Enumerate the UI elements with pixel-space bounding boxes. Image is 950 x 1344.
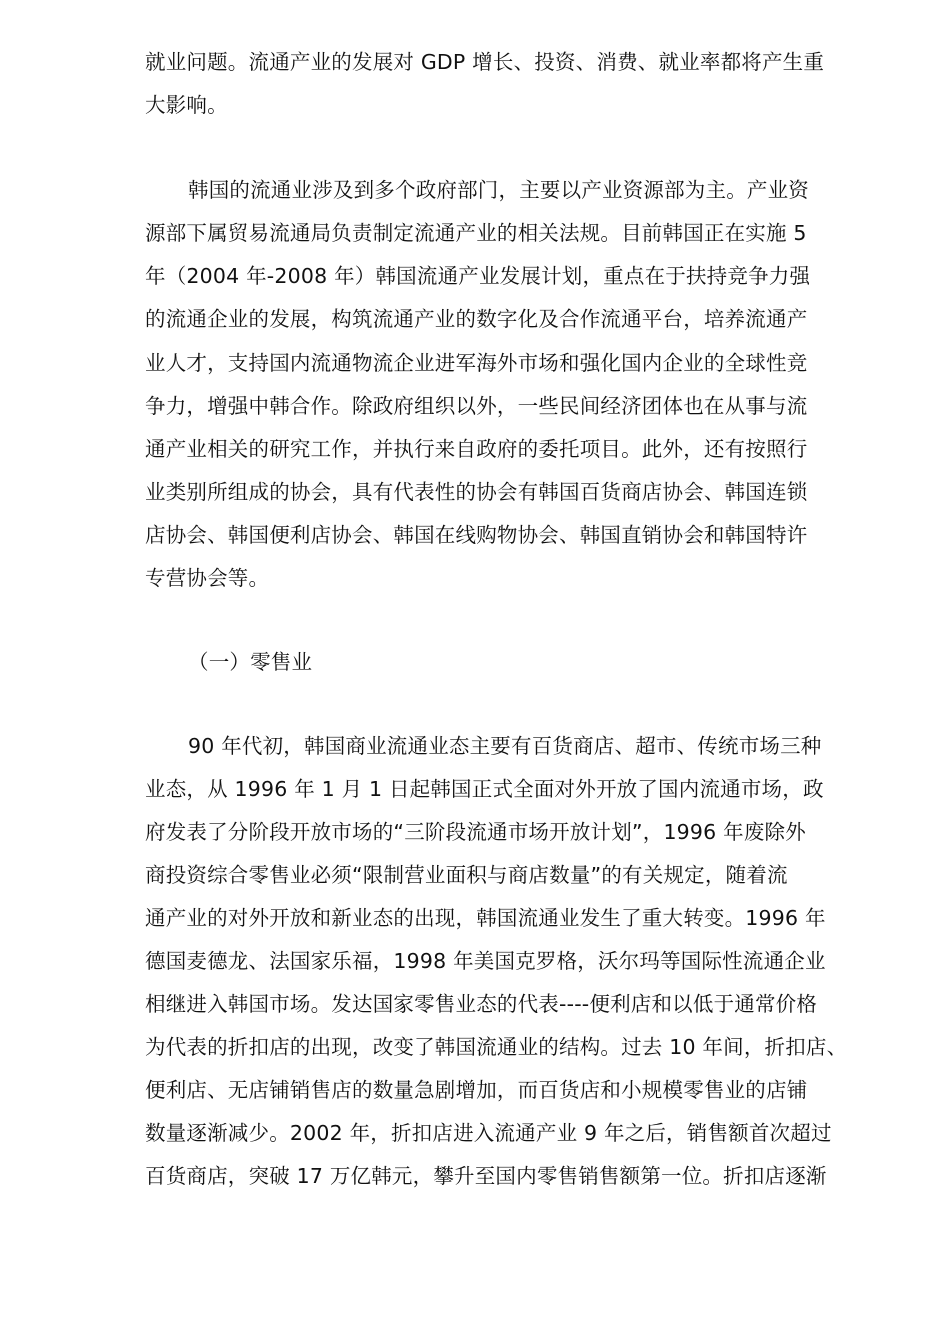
paragraph-retail-line-3: 府发表了分阶段开放市场的“三阶段流通市场开放计划”，1996 年废除外 xyxy=(145,820,806,844)
paragraph-govt-line-1: 韩国的流通业涉及到多个政府部门，主要以产业资源部为主。产业资 xyxy=(188,178,809,202)
paragraph-govt-line-10: 专营协会等。 xyxy=(145,566,270,590)
paragraph-retail-line-1: 90 年代初，韩国商业流通业态主要有百货商店、超市、传统市场三种 xyxy=(188,734,822,758)
paragraph-retail-line-5: 通产业的对外开放和新业态的出现，韩国流通业发生了重大转变。1996 年 xyxy=(145,906,826,930)
paragraph-govt-line-5: 业人才，支持国内流通物流企业进军海外市场和强化国内企业的全球性竞 xyxy=(145,351,808,375)
paragraph-intro-line-1: 就业问题。流通产业的发展对 GDP 增长、投资、消费、就业率都将产生重 xyxy=(145,50,825,74)
paragraph-retail-line-8: 为代表的折扣店的出现，改变了韩国流通业的结构。过去 10 年间，折扣店、 xyxy=(145,1035,848,1059)
paragraph-retail-line-6: 德国麦德龙、法国家乐福，1998 年美国克罗格，沃尔玛等国际性流通企业 xyxy=(145,949,826,973)
paragraph-retail-line-11: 百货商店，突破 17 万亿韩元，攀升至国内零售销售额第一位。折扣店逐渐 xyxy=(145,1164,827,1188)
paragraph-govt-line-9: 店协会、韩国便利店协会、韩国在线购物协会、韩国直销协会和韩国特许 xyxy=(145,523,808,547)
paragraph-intro-line-2: 大影响。 xyxy=(145,93,228,117)
paragraph-govt-line-2: 源部下属贸易流通局负责制定流通产业的相关法规。目前韩国正在实施 5 xyxy=(145,221,807,245)
paragraph-govt-line-4: 的流通企业的发展，构筑流通产业的数字化及合作流通平台，培养流通产 xyxy=(145,307,808,331)
paragraph-retail-line-4: 商投资综合零售业必须“限制营业面积与商店数量”的有关规定，随着流 xyxy=(145,863,788,887)
paragraph-govt-line-6: 争力，增强中韩合作。除政府组织以外，一些民间经济团体也在从事与流 xyxy=(145,394,808,418)
paragraph-retail-line-2: 业态，从 1996 年 1 月 1 日起韩国正式全面对外开放了国内流通市场，政 xyxy=(145,777,824,801)
paragraph-govt-line-8: 业类别所组成的协会，具有代表性的协会有韩国百货商店协会、韩国连锁 xyxy=(145,480,808,504)
paragraph-retail-line-7: 相继进入韩国市场。发达国家零售业态的代表----便利店和以低于通常价格 xyxy=(145,992,818,1016)
section-heading: （一）零售业 xyxy=(188,650,313,674)
paragraph-retail-line-10: 数量逐渐减少。2002 年，折扣店进入流通产业 9 年之后，销售额首次超过 xyxy=(145,1121,832,1145)
paragraph-retail-line-9: 便利店、无店铺销售店的数量急剧增加，而百货店和小规模零售业的店铺 xyxy=(145,1078,808,1102)
paragraph-govt-line-7: 通产业相关的研究工作，并执行来自政府的委托项目。此外，还有按照行 xyxy=(145,437,808,461)
paragraph-govt-line-3: 年（2004 年-2008 年）韩国流通产业发展计划，重点在于扶持竞争力强 xyxy=(145,264,811,288)
